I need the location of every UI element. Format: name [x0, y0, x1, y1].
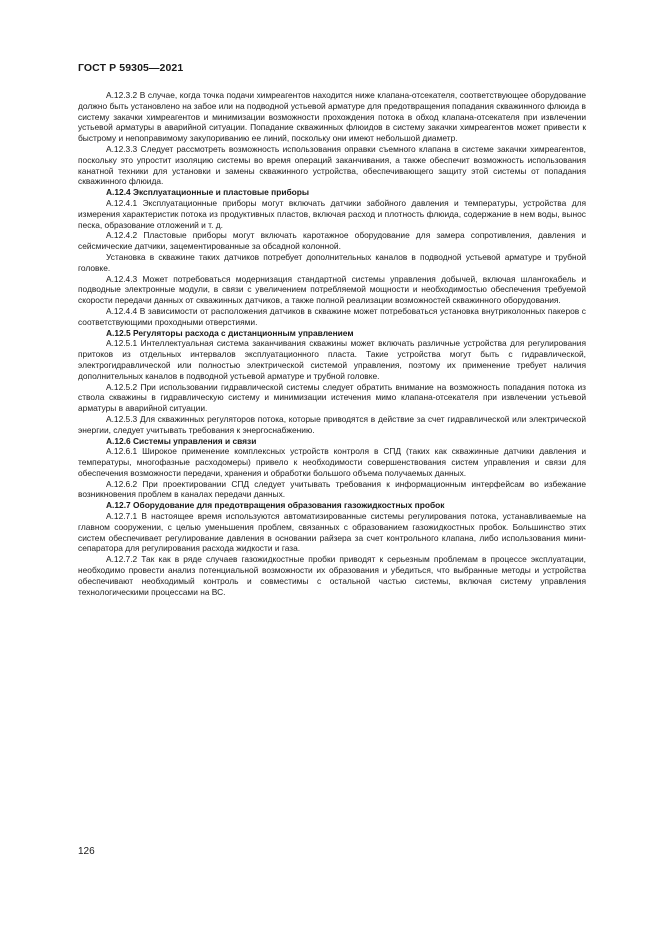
section-heading: А.12.4 Эксплуатационные и пластовые приборы — [106, 187, 310, 198]
body-paragraph: А.12.3.3 Следует рассмотреть возможность использования оправки съемного клапана в системе закачки химреагентов, поскольку это упростит изоляцию системы во время операций заканчивания, а также обеспечит возможность использования канатной техники для установки и замены скважинного устройства, обеспечивающего защиту этой системы от попадания скважинного флюида. — [78, 143, 586, 187]
body-paragraph: А.12.6.1 Широкое применение комплексных устройств контроля в СПД (таких как скважинные датчики давления и температуры, многофазные расходомеры) привело к необходимости совершенствования систем управления и связи для обеспечения возможности передачи, хранения и обработки большого объема получаемых данных. — [78, 446, 586, 478]
body-paragraph: А.12.3.2 В случае, когда точка подачи химреагентов находится ниже клапана-отсекателя, соответствующее оборудование должно быть установлено на забое или на подводной устьевой арматуре для предотвращения попадания скважинного флюида в систему закачки химреагентов и минимизации возможности прохождения потока в обход клапана-отсекателя при извлечении устьевой арматуры в аварийной ситуации. Попадание скважинных флюидов в систему закачки химреагентов может привести к быстрому и непоправимому закупориванию ее линий, поскольку они имеют небольшой диаметр. — [78, 90, 586, 144]
body-paragraph: Установка в скважине таких датчиков потребует дополнительных каналов в подводной устьевой арматуре и трубной головке. — [78, 251, 586, 273]
body-paragraph: А.12.5.2 При использовании гидравлической системы следует обратить внимание на возможность попадания потока из ствола скважины в гидравлическую систему и минимизации истечения мимо клапана-отсекателя при извлечении устьевой арматуры в аварийной ситуации. — [78, 381, 586, 414]
document-body — [78, 90, 586, 597]
document-header: ГОСТ Р 59305—2021 — [78, 62, 184, 74]
body-paragraph: А.12.4.3 Может потребоваться модернизация стандартной системы управления добычей, включая шлангокабель и подводные электронные модули, в связи с увеличением потребляемой мощности и необходимостью обеспечения требуемой скорости передачи данных от скважинных датчиков, а также полной реализации возможностей скважинного оборудования. — [78, 273, 586, 306]
body-paragraph: А.12.6.2 При проектировании СПД следует учитывать требования к информационным интерфейсам во избежание возникновения проблем в каналах передачи данных. — [78, 478, 586, 500]
body-paragraph: А.12.4.4 В зависимости от расположения датчиков в скважине может потребоваться установка внутриколонных пакеров с соответствующими проходными отверстиями. — [78, 305, 586, 327]
body-paragraph: А.12.5.1 Интеллектуальная система заканчивания скважины может включать различные устройства для регулирования притоков из отдельных интервалов эксплуатационного пласта. Такие устройства могут быть с гидравлической, электрогидравлической или полностью электрической системой управления, поэтому их применение требует наличия дополнительных каналов в подводной устьевой арматуре и трубной головке. — [78, 338, 586, 381]
section-heading: А.12.7 Оборудование для предотвращения образования газожидкостных пробок — [106, 500, 445, 511]
body-paragraph: А.12.4.1 Эксплуатационные приборы могут включать датчики забойного давления и температуры, устройства для измерения характеристик потока из продуктивных пластов, включая расход и плотность флюида, содержание в нем воды, вынос песка, образование отложений и т. д. — [78, 197, 586, 230]
body-paragraph: А.12.5.3 Для скважинных регуляторов потока, которые приводятся в действие за счет гидравлической или электрической энергии, следует учитывать требования к энергоснабжению. — [78, 413, 586, 435]
section-heading: А.12.6 Системы управления и связи — [106, 435, 257, 446]
body-paragraph: А.12.7.2 Так как в ряде случаев газожидкостные пробки приводят к серьезным проблемам в процессе эксплуатации, необходимо провести анализ потенциальной возможности их образования и убедиться, что выбранные методы и устройства обеспечивают необходимый контроль и совместимы с остальной частью системы, включая систему управления технологическими процессами на ВС. — [78, 554, 586, 597]
page-number: 126 — [78, 846, 95, 857]
body-paragraph: А.12.7.1 В настоящее время используются автоматизированные системы регулирования потока, устанавливаемые на главном сооружении, с целью уменьшения проблем, связанных с образованием газожидкостных пробок. Большинство этих систем обеспечивает регулирование давления в основании райзера за счет контрольного клапана, либо использования мини-сепаратора для регулирования расхода жидкости и газа. — [78, 511, 586, 554]
body-paragraph: А.12.4.2 Пластовые приборы могут включать каротажное оборудование для замера сопротивления, давления и сейсмические датчики, зацементированные за обсадной колонной. — [78, 230, 586, 252]
section-heading: А.12.5 Регуляторы расхода с дистанционным управлением — [106, 327, 354, 338]
